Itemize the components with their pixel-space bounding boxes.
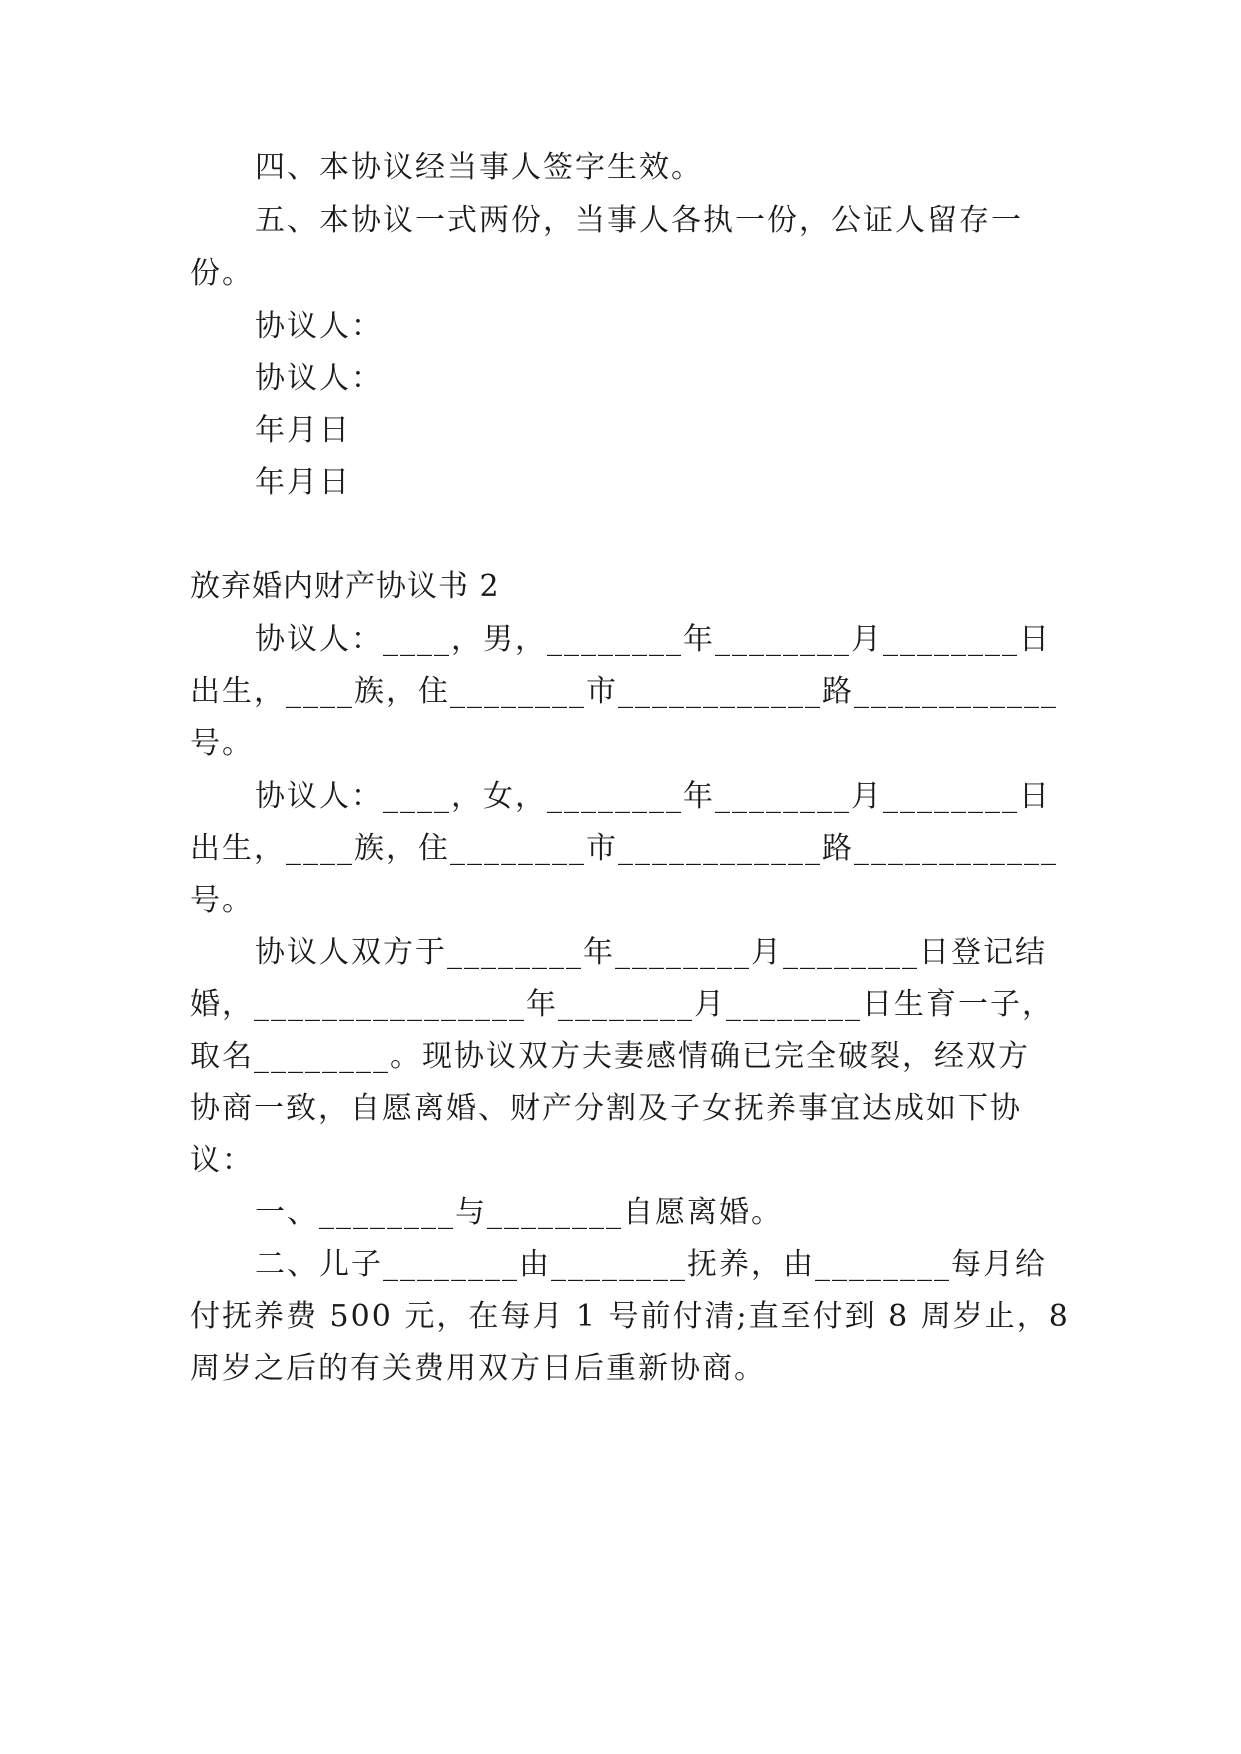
preamble-line-3: 取名________。现协议双方夫妻感情确已完全破裂，经双方 xyxy=(190,1039,1030,1074)
preamble-line-1: 协议人双方于________年________月________日登记结 xyxy=(255,935,1047,970)
clause-2-line-3: 周岁之后的有关费用双方日后重新协商。 xyxy=(190,1351,766,1386)
party-male-line-2: 出生，____族，住________市____________路____________ xyxy=(190,674,1058,709)
party-female-line-3: 号。 xyxy=(190,883,254,918)
section-title: 放弃婚内财产协议书 2 xyxy=(190,569,500,604)
preamble-line-2: 婚，________________年________月________日生育一子， xyxy=(190,987,1054,1022)
party-male-line-1: 协议人：____，男，________年________月________日 xyxy=(255,622,1051,657)
signatory-label-2: 协议人： xyxy=(255,361,383,396)
party-male-line-3: 号。 xyxy=(190,726,254,761)
preamble-line-4: 协商一致，自愿离婚、财产分割及子女抚养事宜达成如下协 xyxy=(190,1091,1022,1126)
clause-5-line: 五、本协议一式两份，当事人各执一份，公证人留存一 xyxy=(255,203,1023,238)
clause-4-line: 四、本协议经当事人签字生效。 xyxy=(255,150,703,185)
clause-2-line-2: 付抚养费 500 元，在每月 1 号前付清;直至付到 8 周岁止，8 xyxy=(190,1299,1070,1334)
party-female-line-2: 出生，____族，住________市____________路____________ xyxy=(190,831,1058,866)
clause-2-line-1: 二、儿子________由________抚养，由________每月给 xyxy=(255,1247,1047,1282)
signatory-label-1: 协议人： xyxy=(255,309,383,344)
clause-1-line: 一、________与________自愿离婚。 xyxy=(255,1195,783,1230)
preamble-line-5: 议： xyxy=(190,1143,254,1178)
date-line-2: 年月日 xyxy=(255,465,351,500)
party-female-line-1: 协议人：____，女，________年________月________日 xyxy=(255,779,1051,814)
clause-5-continuation: 份。 xyxy=(190,256,254,291)
date-line-1: 年月日 xyxy=(255,413,351,448)
